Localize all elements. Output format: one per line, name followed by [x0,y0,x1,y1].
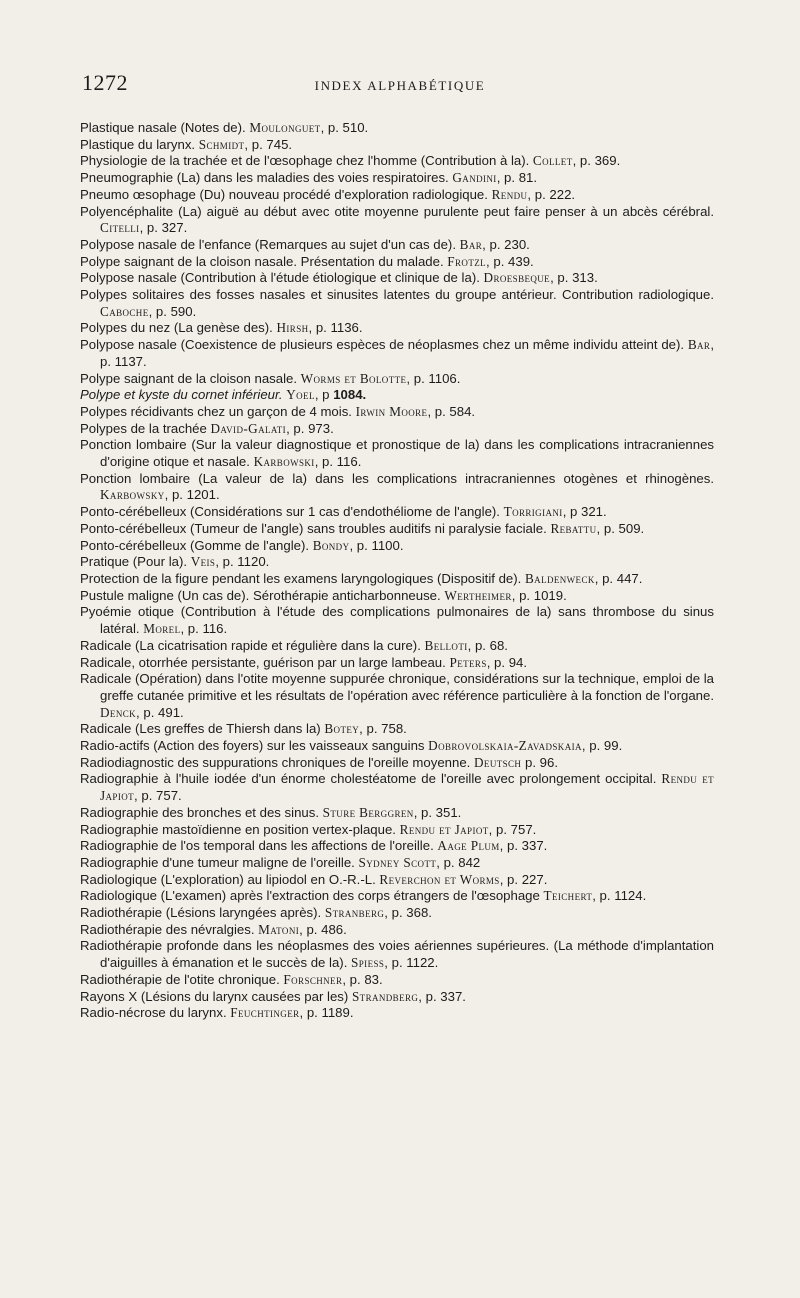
entry-author: Veis [190,554,216,570]
index-entry [80,137,714,154]
index-entry [80,504,714,521]
entry-author: Rendu et Japiot [100,771,714,804]
entry-page-ref: , p. 439. [486,253,534,269]
entry-author: Schmidt [198,136,245,152]
entry-page-ref: , p. 584. [427,403,476,419]
entry-author: Aage Plum [437,838,500,854]
index-entry [80,989,714,1006]
index-entry [80,671,714,721]
entry-page-ref: , p. 337. [418,988,466,1004]
entry-author: Peters [449,654,487,670]
entry-page-ref: , p. 368. [384,905,432,921]
entry-author: Hirsh [276,320,309,336]
index-entry [80,721,714,738]
entry-page-ref: , p. 313. [550,270,598,286]
entry-author: Sture Berggren [322,804,414,820]
page-number: 1272 [82,70,128,95]
entry-subject: Polypes de la trachée [80,420,211,436]
entry-author: Yoel [286,387,315,403]
entry-page-ref: , p. 1137. [100,337,714,369]
index-entry [80,387,714,404]
entry-author: Teichert [543,888,593,904]
entry-author: Rendu [491,186,528,202]
entry-author: Bar [459,236,483,252]
index-entry [80,838,714,855]
entry-subject: Radiothérapie (Lésions laryngées après). [80,905,325,921]
entry-page-ref: , p. 1106. [406,370,461,386]
entry-page-ref: , p. 99. [581,738,623,754]
entry-author: Citelli [100,220,140,236]
index-entry [80,204,714,237]
entry-author: Worms et Bolotte [300,370,407,386]
entry-page-ref: , p. 222. [527,186,576,202]
entry-subject: Ponction lombaire (Sur la valeur diagnostique et pronostique de la) dans les complications intracraniennes d'origine otique et nasale. [80,437,714,470]
index-entry [80,738,714,755]
entry-page-ref: , p. 842 [436,854,481,870]
entry-subject: Radiologique (L'examen) après l'extraction des corps étrangers de l'œsophage [80,888,544,904]
index-entry [80,588,714,605]
entry-author: Reverchon et Worms [379,871,500,887]
index-entry [80,755,714,772]
entry-subject: Polypes du nez (La genèse des). [80,320,277,336]
entry-subject: Polypes solitaires des fosses nasales et sinusites latentes du groupe antérieur. Contribution radiologique. [80,287,714,303]
index-entry [80,655,714,672]
entry-page-ref: , p. 1122. [384,955,439,971]
entry-author: Bar [687,337,711,353]
entry-author: Caboche [100,303,149,319]
index-entry [80,571,714,588]
entry-subject: Pratique (Pour la). [80,554,191,570]
entry-page-ref: , p. 94. [486,654,528,670]
entry-author: Belloti [424,637,468,653]
entry-page-ref: , p. 1100. [349,537,404,553]
entry-subject: Polyencéphalite (La) aiguë au début avec otite moyenne purulente peut faire penser à un abcès cérébral. [80,203,714,219]
entry-page-ref: , p. 510. [320,120,369,135]
entry-subject: Pyoémie otique (Contribution à l'étude des complications pulmonaires de la) sans thrombose du sinus latéral. [80,604,714,637]
entry-page-ref: , p. 83. [342,971,383,987]
entry-author: Matoni [258,921,300,937]
entry-subject: Radiothérapie de l'otite chronique. [80,971,284,987]
entry-subject: Plastique du larynx. [80,136,199,152]
entry-subject: Radiographie mastoïdienne en position vertex-plaque. [80,821,400,837]
entry-subject: Polype saignant de la cloison nasale. Présentation du malade. [80,253,448,269]
entry-page-ref: , p. 1124. [592,888,647,904]
entry-page-ref: , p. 486. [299,921,347,937]
entry-subject: Radio-actifs (Action des foyers) sur les vaisseaux sanguins [80,738,429,754]
entry-page-ref: , p. 1120. [215,554,270,570]
entry-author: Denck [100,704,137,720]
entry-page-ref: , p. 116. [314,454,362,470]
entry-author: Forschner [283,971,343,987]
entry-subject: Polypose nasale de l'enfance (Remarques au sujet d'un cas de). [80,236,460,252]
entry-subject: Ponto-cérébelleux (Gomme de l'angle). [80,537,313,553]
entry-author: Rendu et Japiot [399,821,489,837]
entry-subject: Radiothérapie profonde dans les néoplasmes des voies aériennes supérieures. (La méthode d'implantation d'aiguilles à émanation et le succès de la). [80,938,714,971]
entry-subject: Radio-nécrose du larynx. [80,1005,231,1021]
index-entry [80,538,714,555]
index-entry [80,170,714,187]
entry-page-ref: , p. 68. [467,637,508,653]
page-header [82,70,718,100]
entry-subject: Radicale (Les greffes de Thiersh dans la) [80,721,325,737]
index-entry [80,972,714,989]
entry-page-ref: , p. 227. [499,871,548,887]
index-entry [80,771,714,804]
index-entry [80,805,714,822]
entry-author: Torrigiani [503,504,563,520]
entry-subject: Plastique nasale (Notes de). [80,120,250,135]
entry-page-ref: , p. 973. [286,420,334,436]
entry-subject: Protection de la figure pendant les examens laryngologiques (Dispositif de). [80,570,525,586]
index-entry [80,554,714,571]
entry-subject: Physiologie de la trachée et de l'œsophage chez l'homme (Contribution à la). [80,153,533,169]
entry-author: Baldenweck [524,570,595,586]
entry-subject: Ponction lombaire (La valeur de la) dans les complications intracraniennes otogènes et rhinogènes. [80,470,714,486]
entry-author: Stranberg [324,905,385,921]
entry-subject: Polypose nasale (Coexistence de plusieurs espèces de néoplasmes chez un même individu atteint de). [80,337,688,353]
entry-page-ref: , p. 351. [413,804,462,820]
index-entry [80,337,714,370]
entry-page-ref: , p. 757. [134,788,182,804]
index-entry [80,120,714,137]
entry-page-ref: , p. 1201. [164,487,220,503]
entry-subject: Pneumo œsophage (Du) nouveau procédé d'exploration radiologique. [80,186,492,202]
index-entry [80,320,714,337]
running-title: INDEX ALPHABÉTIQUE [314,78,486,93]
entry-author: Feuchtinger [230,1005,300,1021]
index-entry [80,237,714,254]
entry-author: Droesbeque [483,270,551,286]
entry-page-ref: p. 96. [521,754,558,770]
entry-subject: Polypes récidivants chez un garçon de 4 mois. [80,403,356,419]
entry-subject: Radiographie des bronches et des sinus. [80,804,323,820]
entry-author: Morel [143,621,181,637]
index-entry [80,270,714,287]
index-entry [80,638,714,655]
index-entry [80,855,714,872]
entry-author: Sydney Scott [358,854,437,870]
entry-author: Karbowsky [100,487,165,503]
index-entry [80,888,714,905]
entry-page-ref: , p. 447. [594,570,643,586]
entry-subject: Radiographie à l'huile iodée d'un énorme cholestéatome de l'oreille avec prolongement occipital. [80,771,662,787]
index-entry [80,287,714,320]
index-entry [80,905,714,922]
entry-subject: Radicale (Opération) dans l'otite moyenne suppurée chronique, considérations sur la technique, emploi de la greffe cutanée primitive et les résultats de l'opération avec référence particulière à la fonction de l'organe. [80,671,714,703]
entry-page-ref: , p. 745. [244,136,293,152]
index-entry [80,1005,714,1022]
entry-page-ref: , p. 116. [180,621,228,637]
entry-author: Karbowski [253,454,315,470]
entry-author: Bondy [312,537,350,553]
index-entry [80,421,714,438]
index-entry [80,254,714,271]
index-entry [80,371,714,388]
entry-author: David-Galati [210,420,287,436]
entry-page-ref: , p. 1189. [299,1005,354,1021]
entry-page-ref: , p. 491. [136,704,184,720]
entry-page-ref: , p. 758. [359,721,407,737]
entry-author: Spiess [351,955,385,971]
entry-author: Gandini [452,170,497,186]
index-entry [80,187,714,204]
entry-subject: Polypose nasale (Contribution à l'étude étiologique et clinique de la). [80,270,484,286]
entry-author: Rebattu [550,520,597,536]
entry-author: Dobrovolskaia-Zavadskaia [428,738,582,754]
entry-author: Botey [324,721,360,737]
entry-subject: Radicale, otorrhée persistante, guérison par un large lambeau. [80,654,450,670]
entry-page-ref: , p. 337. [499,838,548,854]
index-entry [80,153,714,170]
entry-author: Strandberg [351,988,419,1004]
index-entry [80,938,714,971]
entry-subject: Pneumographie (La) dans les maladies des voies respiratoires. [80,170,453,186]
entry-author: Collet [532,153,573,169]
entry-author: Moulonguet [249,120,321,135]
entry-page-ref: , p. 509. [596,520,645,536]
entry-author: Frotzl [447,253,487,269]
entry-author: Deutsch [474,754,522,770]
entry-subject: Radiographie d'une tumeur maligne de l'oreille. [80,854,359,870]
entry-subject: Ponto-cérébelleux (Tumeur de l'angle) sans troubles auditifs ni paralysie faciale. [80,520,551,536]
entry-subject: Radiodiagnostic des suppurations chroniques de l'oreille moyenne. [80,754,474,770]
entry-subject: Pustule maligne (Un cas de). Sérothérapie anticharbonneuse. [80,587,445,603]
entry-page-ref: , p 321. [562,504,607,520]
entry-subject: Radicale (La cicatrisation rapide et régulière dans la cure). [80,637,425,653]
index-entry [80,872,714,889]
entry-subject: Radiologique (L'exploration) au lipiodol en O.-R.-L. [80,871,380,887]
entry-page-ref: , p. 1136. [308,320,363,336]
entry-page-ref: , p [314,387,334,403]
index-entry [80,404,714,421]
entry-subject: Radiothérapie des névralgies. [80,921,259,937]
entry-subject: Rayons X (Lésions du larynx causées par les) [80,988,352,1004]
entry-page-ref: , p. 1019. [511,587,567,603]
entry-page-ref: , p. 369. [572,153,621,169]
entry-page-ref: , p. 757. [488,821,537,837]
entry-page-ref: , p. 327. [139,220,188,236]
entry-subject: Radiographie de l'os temporal dans les affections de l'oreille. [80,838,438,854]
entry-page-ref: , p. 230. [482,236,530,252]
entry-page-ref: , p. 81. [496,170,538,186]
entry-page-ref: , p. 590. [148,303,197,319]
entry-author: Wertheimer [444,587,512,603]
index-entry [80,521,714,538]
entry-subject: Polype saignant de la cloison nasale. [80,370,301,386]
index-entry [80,922,714,939]
index-entry [80,822,714,839]
index-entry [80,471,714,504]
entry-author: Irwin Moore [355,403,428,419]
index-entry [80,437,714,470]
index-entry-list [80,120,714,1022]
entry-subject: Ponto-cérébelleux (Considérations sur 1 cas d'endothéliome de l'angle). [80,504,504,520]
entry-subject: Polype et kyste du cornet inférieur. [80,387,287,403]
index-entry [80,604,714,637]
entry-page-ref-bold: 1084. [333,387,367,403]
